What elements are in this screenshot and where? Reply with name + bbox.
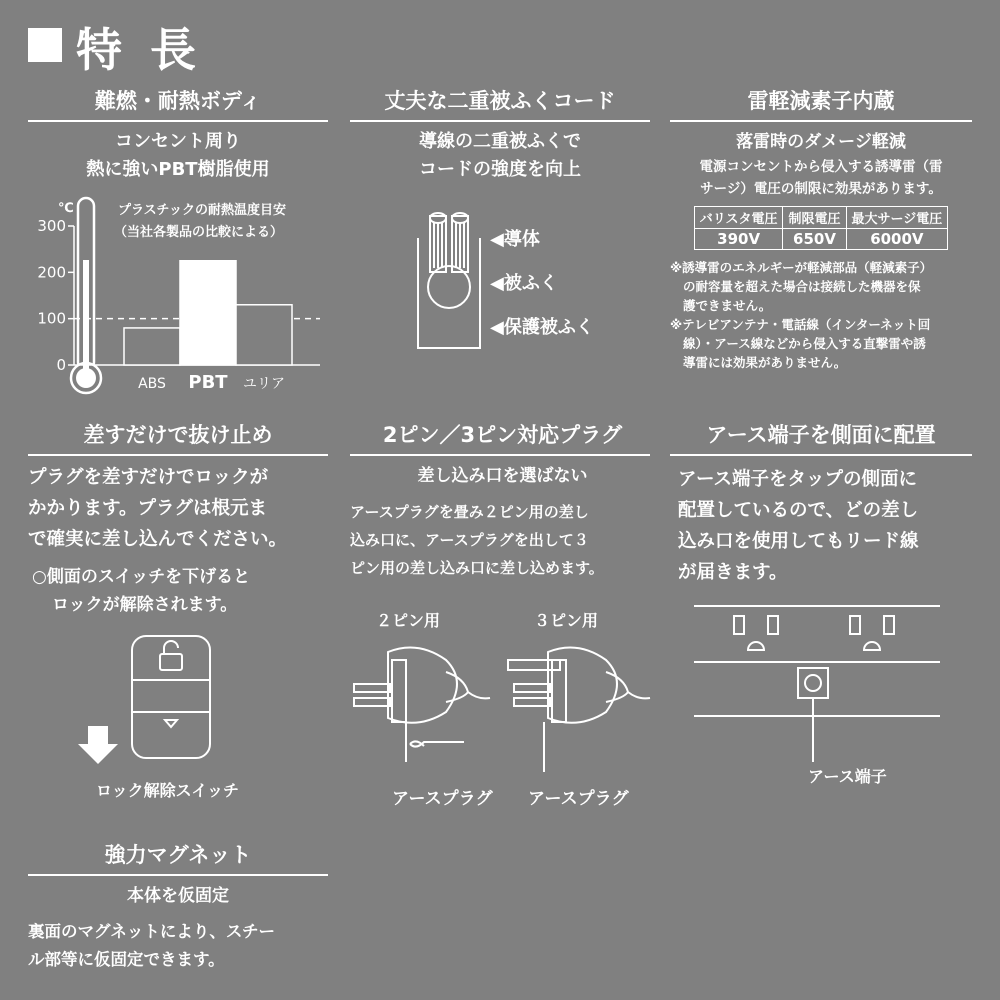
cord-icon — [418, 213, 480, 348]
section-lock — [28, 418, 328, 619]
category-label: ABS — [138, 376, 166, 392]
divider — [28, 120, 328, 122]
plug-lock-icon — [132, 636, 210, 758]
divider — [28, 874, 328, 876]
section-earth — [670, 418, 972, 588]
desc-line: サージ）電圧の制限に効果があります。 — [700, 181, 942, 197]
body-line: かかります。プラグは根元ま — [28, 498, 268, 519]
body-line: が届きます。 — [678, 562, 788, 583]
section-heading: 2ピン／3ピン対応プラグ — [382, 423, 623, 447]
lock-note — [28, 563, 328, 619]
section-flame — [28, 84, 328, 184]
body-line: 配置しているので、どの差し — [678, 500, 919, 521]
divider — [28, 454, 328, 456]
cord-label-sheath: ◀保護被ふく — [490, 317, 594, 338]
chart-caption: プラスチックの耐熱温度目安 — [118, 203, 286, 218]
body-line: プラグを差すだけでロックが — [28, 467, 269, 488]
category-label: PBT — [188, 372, 228, 393]
surge-table — [694, 206, 949, 250]
y-tick-label: 0 — [56, 356, 66, 374]
section-body — [350, 498, 655, 582]
cord-label-insulation: ◀被ふく — [490, 273, 558, 294]
table-cell: 390V — [694, 229, 783, 250]
plug-2pin-icon — [354, 648, 490, 763]
note-line: ロックが解除されます。 — [52, 595, 238, 615]
note-line: ※誘導雷のエネルギーが軽減部品（軽減素子） — [670, 260, 933, 275]
y-tick-label: 300 — [37, 217, 66, 235]
table-header: 制限電圧 — [783, 207, 846, 229]
cord-label-conductor: ◀導体 — [490, 229, 540, 250]
table-row — [694, 229, 948, 250]
note-line: 線）・アース線などから侵入する直撃雷や誘 — [683, 336, 926, 351]
body-line: 込み口を使用してもリード線 — [678, 531, 919, 552]
chart-caption: （当社各製品の比較による） — [114, 225, 284, 240]
earth-terminal-illustration — [690, 600, 950, 765]
section-heading: アース端子を側面に配置 — [706, 423, 936, 447]
section-heading: 雷軽減素子内蔵 — [747, 89, 895, 113]
label-2pin: ２ピン用 — [376, 611, 441, 630]
note-line: 護できません。 — [683, 298, 772, 313]
table-cell: 650V — [783, 229, 846, 250]
surge-description — [670, 156, 972, 200]
section-body — [28, 918, 328, 974]
table-cell: 6000V — [846, 229, 948, 250]
body-line: 込み口に、アースプラグを出して３ — [350, 531, 589, 549]
earth-caption: アース端子 — [808, 767, 887, 786]
section-surge — [670, 84, 972, 372]
earth-plug-caption-left: アースプラグ — [392, 789, 493, 809]
body-line: 裏面のマグネットにより、スチー — [28, 922, 276, 941]
divider — [350, 120, 650, 122]
divider — [670, 454, 972, 456]
heat-resistance-chart — [28, 190, 333, 400]
cord-illustration — [408, 208, 608, 358]
section-heading: 強力マグネット — [104, 843, 252, 867]
section-heading: 難燃・耐熱ボディ — [94, 89, 262, 113]
category-label: ユリア — [243, 376, 285, 392]
note-line: の耐容量を超えた場合は接続した機器を保 — [683, 279, 921, 294]
bar-0 — [124, 328, 180, 365]
section-subheading: コンセント周り — [115, 131, 241, 152]
power-strip-icon — [694, 606, 940, 762]
body-line: アース端子をタップの側面に — [678, 469, 918, 490]
unit-label: ℃ — [58, 201, 74, 216]
section-subheading: コードの強度を向上 — [419, 159, 581, 180]
section-subheading: 落雷時のダメージ軽減 — [736, 132, 906, 152]
label-3pin: ３ピン用 — [534, 611, 599, 630]
section-heading: 差すだけで抜け止め — [83, 423, 273, 447]
section-magnet — [28, 838, 328, 974]
table-header: バリスタ電圧 — [694, 207, 783, 229]
y-tick-label: 200 — [37, 263, 66, 282]
body-line: ル部等に仮固定できます。 — [28, 950, 225, 969]
bar-2 — [236, 305, 292, 365]
bar-1 — [180, 261, 236, 365]
note-line: ※テレビアンテナ・電話線（インターネット回 — [670, 317, 931, 332]
title-square-icon — [28, 28, 62, 62]
surge-notes — [670, 258, 972, 372]
table-header-row — [694, 207, 948, 229]
section-subheading: 差し込み口を選ばない — [417, 466, 588, 486]
plug-illustration — [348, 632, 658, 782]
lock-illustration — [70, 630, 270, 775]
body-line: で確実に差し込んでください。 — [28, 529, 288, 550]
divider — [670, 120, 972, 122]
section-subheading: 熱に強いPBT樹脂使用 — [86, 159, 270, 180]
body-line: ピン用の差し込み口に差し込めます。 — [350, 559, 604, 577]
arrow-down-icon — [78, 726, 118, 764]
plug-3pin-icon — [508, 648, 650, 773]
y-tick-label: 100 — [37, 309, 66, 328]
desc-line: 電源コンセントから侵入する誘導雷（雷 — [699, 159, 943, 175]
section-heading: 丈夫な二重被ふくコード — [384, 89, 616, 113]
body-line: アースプラグを畳み２ピン用の差し — [350, 503, 589, 521]
table-header: 最大サージ電圧 — [846, 207, 948, 229]
divider — [350, 454, 650, 456]
section-body — [28, 462, 328, 555]
section-body — [670, 464, 972, 588]
earth-plug-caption-right: アースプラグ — [528, 789, 629, 809]
lock-caption: ロック解除スイッチ — [96, 781, 240, 800]
note-line: ○側面のスイッチを下げると — [32, 567, 251, 587]
page-title: 特 長 — [76, 23, 203, 77]
section-cord — [350, 84, 650, 184]
section-plug — [350, 418, 655, 582]
section-subheading: 導線の二重被ふくで — [419, 131, 581, 152]
thermometer-icon — [71, 198, 101, 393]
note-line: 導雷には効果がありません。 — [683, 355, 847, 370]
section-subheading: 本体を仮固定 — [127, 886, 229, 906]
